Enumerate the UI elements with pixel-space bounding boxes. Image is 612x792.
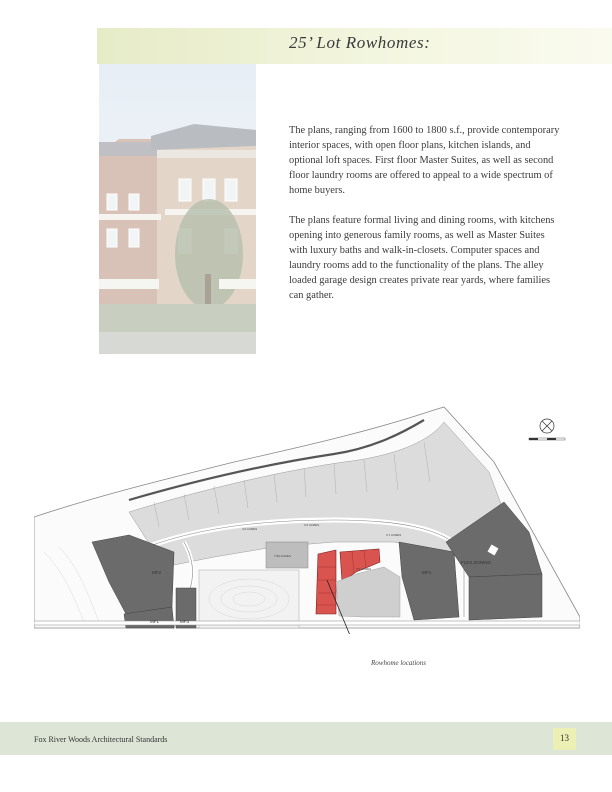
site-plan-map xyxy=(34,402,580,634)
label-mf4: MF4 xyxy=(422,570,431,575)
footer-title: Fox River Woods Architectural Standards xyxy=(34,735,168,744)
label-acres-1: 4.0 ACRES xyxy=(242,527,258,531)
label-mf2: MF2 xyxy=(152,570,161,575)
paragraph-2: The plans feature formal living and dining rooms, with kitchens opening into generous family rooms, as well as Master Suites with luxury baths and walk-in-closets. Computer spaces and laundry rooms add to the functionality of the plans. The alley loaded garage design creates private rear yards, where families can gather. xyxy=(289,215,555,301)
page-number: 13 xyxy=(560,733,569,743)
rowhome-photo xyxy=(99,64,256,354)
label-acres-2: 3.6 ACRES xyxy=(304,523,320,527)
page-title: 25’ Lot Rowhomes: xyxy=(289,33,431,52)
label-acres-3: 7.90 ACRES xyxy=(274,554,291,558)
label-flex-zoning: FLEX ZONING xyxy=(461,560,492,565)
label-mf1: MF1 xyxy=(150,619,159,624)
label-acres-5: 3.7 ACRES xyxy=(386,533,402,537)
label-mf3: MF3 xyxy=(180,619,189,624)
label-acres-4: 9.5 ACRES xyxy=(356,567,372,571)
site-plan-caption: Rowhome locations xyxy=(371,659,427,667)
body-text xyxy=(289,123,561,318)
paragraph-1: The plans, ranging from 1600 to 1800 s.f., provide contemporary interior spaces, with open floor plans, kitchen islands, and optional loft spaces. First floor Master Suites, as well as second floor laundry rooms are offered to appeal to a wide spectrum of home buyers. xyxy=(289,125,560,196)
